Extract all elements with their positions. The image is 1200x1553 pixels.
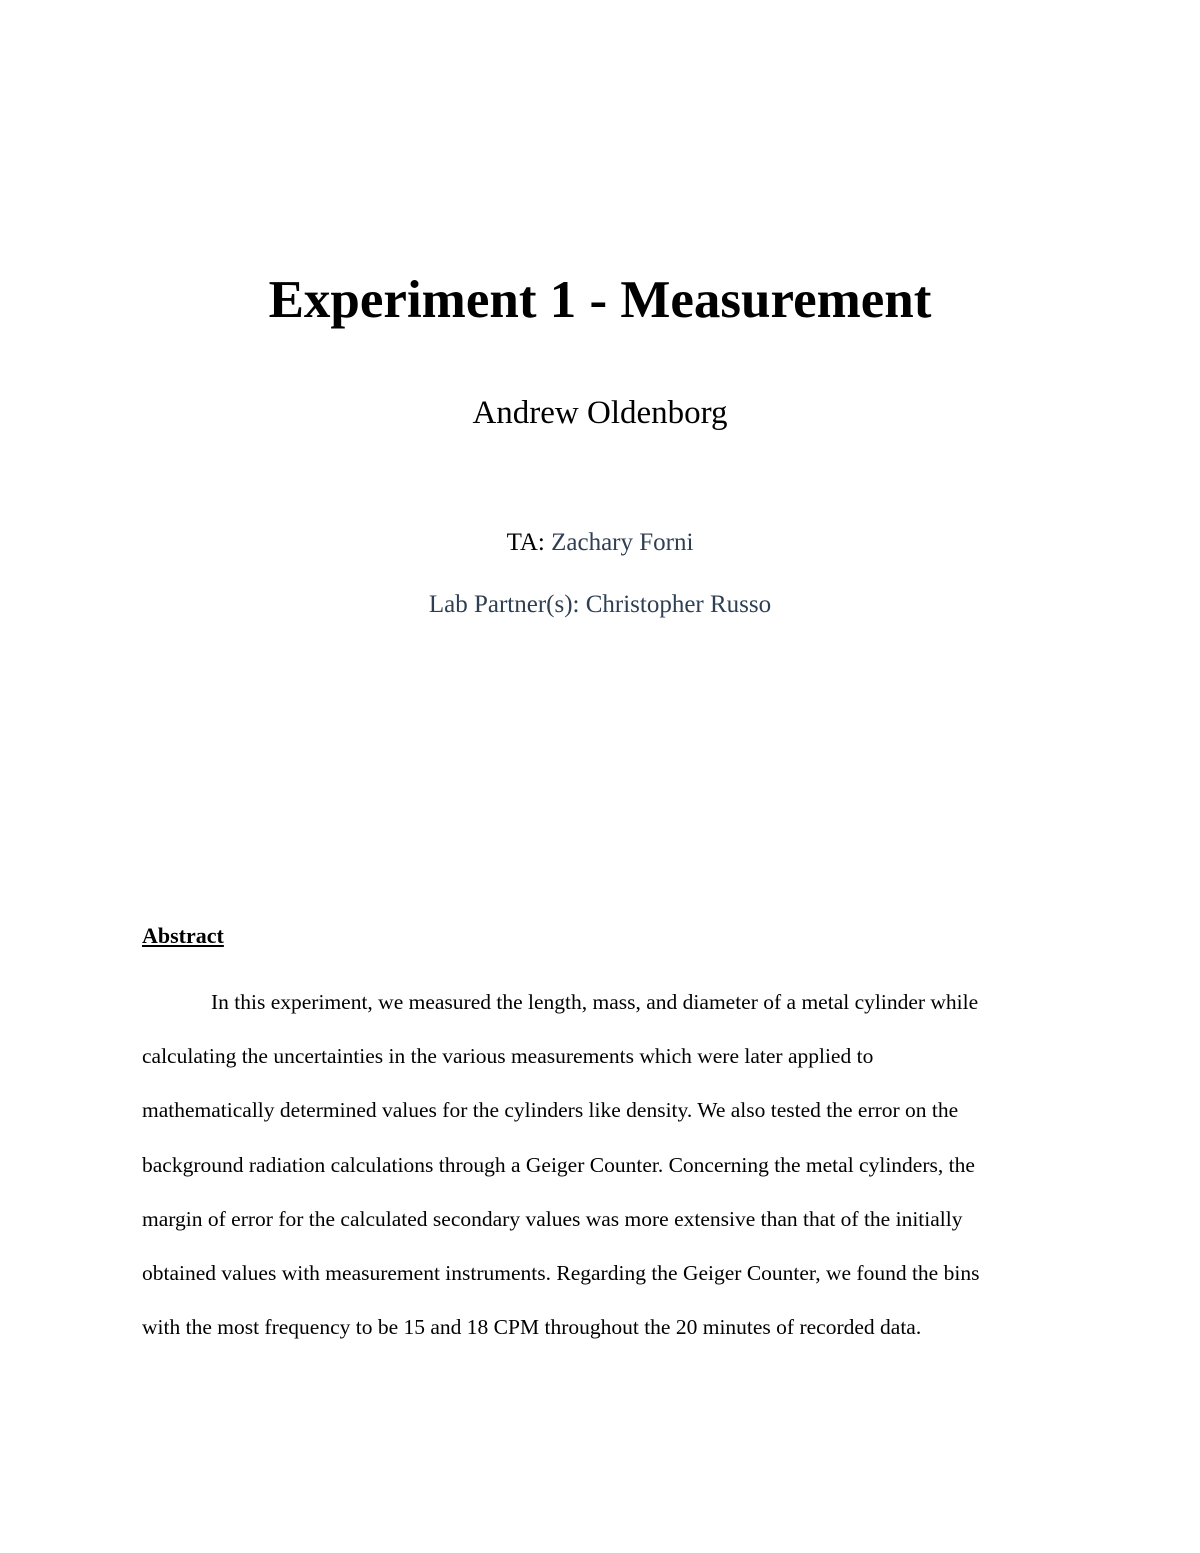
abstract-line: background radiation calculations through a Geiger Counter. Concerning the metal cylinders, the (142, 1152, 975, 1177)
abstract-line: with the most frequency to be 15 and 18 CPM throughout the 20 minutes of recorded data. (142, 1315, 922, 1340)
lab-partner-label: Lab Partner(s): (428, 591, 580, 618)
abstract-body (142, 975, 1072, 1354)
lab-partner-name: Christopher Russo (585, 591, 772, 618)
abstract-line: margin of error for the calculated secondary values was more extensive than that of the initially (142, 1206, 963, 1231)
ta-name: Zachary Forni (551, 529, 694, 556)
ta-label: TA: (506, 529, 545, 556)
abstract-line: calculating the uncertainties in the various measurements which were later applied to (142, 1044, 874, 1069)
document-title: Experiment 1 - Measurement (268, 271, 932, 329)
lab-partner-line (0, 589, 1200, 621)
abstract-heading: Abstract (142, 923, 224, 948)
abstract-line: obtained values with measurement instruments. Regarding the Geiger Counter, we found the bins (142, 1260, 980, 1285)
ta-line (0, 527, 1200, 559)
abstract-line: In this experiment, we measured the length, mass, and diameter of a metal cylinder while (211, 990, 979, 1014)
author-name: Andrew Oldenborg (472, 395, 728, 431)
abstract-line: mathematically determined values for the cylinders like density. We also tested the error on the (142, 1098, 959, 1123)
